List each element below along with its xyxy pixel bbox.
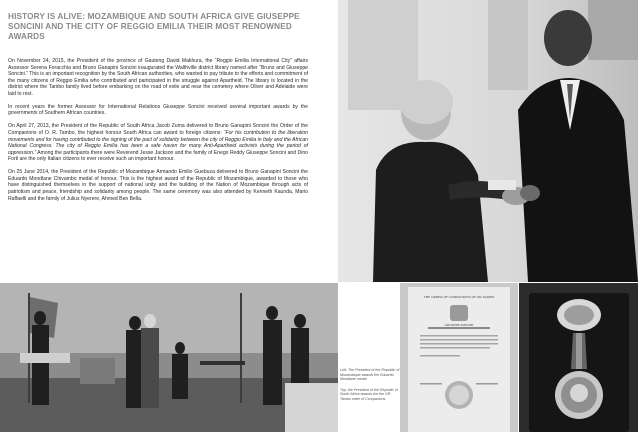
certificate-recipient: GIUSEPPE SONCINI: [444, 323, 474, 327]
certificate-illustration: [400, 283, 518, 432]
tambo-tail: Among the participants there were Reverend Jesse Jackson and the family of Enego Reddy Giuseppe Soncini and Dino Forti are the only Italian citizens to ever receive such an important honour.: [8, 149, 308, 163]
caption-top: Top. the President of the Republic of South Africa awards the the OR Tambo order of Companions: [340, 387, 399, 401]
caption-left: Left. The President of the Republic of Mozambique awards the Eduardo Mondlane medal: [340, 368, 400, 382]
article-title: HISTORY IS ALIVE: MOZAMBIQUE AND SOUTH AFRICA GIVE GIUSEPPE SONCINI AND THE CITY OF REGGIO EMILIA THEIR MOST RENOWNED AWARDS: [8, 12, 300, 42]
certificate-photo: [400, 283, 518, 432]
photo-captions: [340, 368, 400, 408]
tambo-quote: “For his contribution to the liberation movements and for having contributed to the signing of the pact of solidarity between the city of Reggio Emilia in Italy and the African National Congress. The city of Reggio Emilia has been a safe haven for many Anti-Apartheid activists during the period of oppression.”: [8, 129, 308, 156]
ceremony-illustration: [0, 283, 338, 432]
paragraph-mondlane-medal: On 25 June 2014, the President of the Republic of Mozambique Armando Emilio Guebuza delivered to Bruno Ganapini Soncini the Eduardo Mondlane Chivambo medal of honour. This is the highest award of the Republic of Mozambique, awarded to those who have distinguished themselves in the support of national unity and the building of the Nation of Mozambique through acts of patriotism and peace, friendship and solidarity among people. The same ceremony was also attended by Kenneth Kaunda, Mario Raffaelli and the family of Julius Nyerere, Ahmed Ben Bella.: [8, 169, 308, 202]
handshake-illustration: [338, 0, 638, 282]
award-handshake-photo: [338, 0, 638, 282]
paragraph-awards-intro: In recent years the former Assessor for International Relations Giuseppe Soncini received several important awards by the governments of Southern African countries.: [8, 103, 308, 117]
medal-illustration: [519, 283, 638, 432]
paragraph-tambo-order: [8, 123, 308, 163]
paragraph-library: On November 24, 2015, the President of the province of Gauteng David Makhura, the “Reggio Emilia International City” affairs Assessor Serena Foracchia and Bruno Ganapini Soncini inaugurated the Walthville district library named after “Bruno and Giuseppe Soncini.” This is an important recognition by the South African authorities, who wanted to pay tribute to the efforts and commitment of the many citizens of Reggio Emilia who contributed and participated in the struggle against Apartheid. The library is located in the district where the Tambo family lived before embarking on the road of exile and near the cemetery where Oliver and Adelaide were laid to rest.: [8, 58, 308, 97]
certificate-heading: THE ORDER OF COMPANIONS OF OR TAMBO: [423, 295, 495, 299]
tambo-lead: On April 27, 2013, the President of the Republic of South Africa Jacob Zuma delivered to Bruno Ganapini Soncini the Order of the Companions of O. R. Tambo, the highest honour South Africa can award to foreign citizens:: [8, 123, 308, 136]
mozambique-ceremony-photo: [0, 283, 338, 432]
medal-photo: [519, 283, 638, 432]
article-body: [8, 58, 308, 208]
